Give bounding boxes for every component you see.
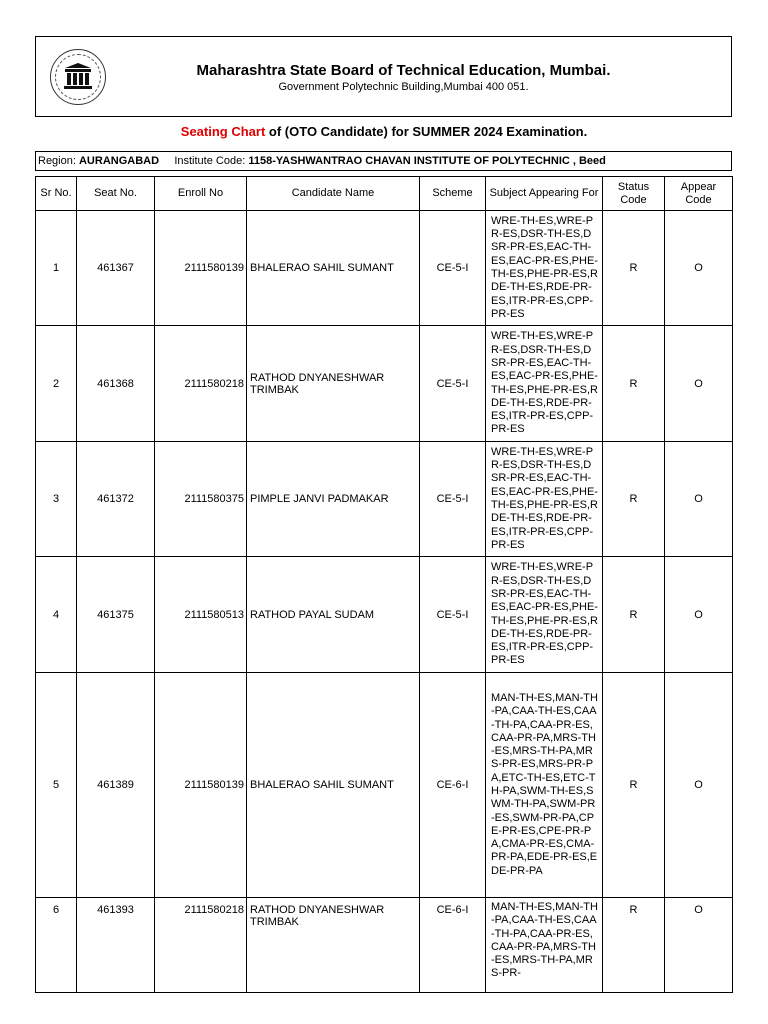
- col-header: Status Code: [603, 177, 665, 211]
- subjects-cell: WRE-TH-ES,WRE-PR-ES,DSR-TH-ES,DSR-PR-ES,EAC-TH-ES,EAC-PR-ES,PHE-TH-ES,PHE-PR-ES,RDE-TH-ES,RDE-PR-ES,ITR-PR-ES,CPP-PR-ES: [486, 211, 603, 326]
- sr-cell: 3: [36, 442, 77, 557]
- col-header: Enroll No: [155, 177, 247, 211]
- region-institute-row: [35, 151, 732, 171]
- name-cell: BHALERAO SAHIL SUMANT: [247, 673, 420, 898]
- seat-cell: 461375: [77, 557, 155, 673]
- subjects-cell: MAN-TH-ES,MAN-TH-PA,CAA-TH-ES,CAA-TH-PA,CAA-PR-ES,CAA-PR-PA,MRS-TH-ES,MRS-TH-PA,MRS-PR-: [486, 898, 603, 993]
- table-row: [36, 898, 733, 993]
- name-cell: RATHOD DNYANESHWAR TRIMBAK: [247, 898, 420, 993]
- scheme-cell: CE-6-I: [420, 898, 486, 993]
- scheme-cell: CE-5-I: [420, 442, 486, 557]
- table-header-row: [36, 177, 733, 211]
- sr-cell: 2: [36, 326, 77, 442]
- institute-value: 1158-YASHWANTRAO CHAVAN INSTITUTE OF POLYTECHNIC , Beed: [248, 155, 606, 167]
- status-cell: R: [603, 211, 665, 326]
- region-label: Region:: [38, 155, 76, 167]
- seat-cell: 461367: [77, 211, 155, 326]
- table-row: [36, 557, 733, 673]
- status-cell: R: [603, 326, 665, 442]
- name-cell: RATHOD PAYAL SUDAM: [247, 557, 420, 673]
- scheme-cell: CE-5-I: [420, 211, 486, 326]
- table-row: [36, 673, 733, 898]
- name-cell: BHALERAO SAHIL SUMANT: [247, 211, 420, 326]
- region-value: AURANGABAD: [78, 155, 160, 167]
- status-cell: R: [603, 898, 665, 993]
- col-header: Subject Appearing For: [486, 177, 603, 211]
- col-header: Candidate Name: [247, 177, 420, 211]
- header-box: [35, 36, 732, 117]
- title-rest: of (OTO Candidate) for SUMMER 2024 Examination.: [265, 124, 588, 139]
- subjects-cell: WRE-TH-ES,WRE-PR-ES,DSR-TH-ES,DSR-PR-ES,EAC-TH-ES,EAC-PR-ES,PHE-TH-ES,PHE-PR-ES,RDE-TH-ES,RDE-PR-ES,ITR-PR-ES,CPP-PR-ES: [486, 326, 603, 442]
- appear-cell: O: [665, 211, 733, 326]
- enroll-cell: 2111580375: [155, 442, 247, 557]
- table-row: [36, 211, 733, 326]
- appear-cell: O: [665, 898, 733, 993]
- enroll-cell: 2111580218: [155, 898, 247, 993]
- board-name: Maharashtra State Board of Technical Education, Mumbai.: [196, 62, 611, 79]
- name-cell: RATHOD DNYANESHWAR TRIMBAK: [247, 326, 420, 442]
- sr-cell: 4: [36, 557, 77, 673]
- seat-cell: 461372: [77, 442, 155, 557]
- enroll-cell: 2111580139: [155, 673, 247, 898]
- appear-cell: O: [665, 442, 733, 557]
- sr-cell: 5: [36, 673, 77, 898]
- scheme-cell: CE-5-I: [420, 557, 486, 673]
- col-header: Seat No.: [77, 177, 155, 211]
- seat-cell: 461389: [77, 673, 155, 898]
- enroll-cell: 2111580139: [155, 211, 247, 326]
- institute-label: Institute Code:: [174, 155, 246, 167]
- status-cell: R: [603, 557, 665, 673]
- page-title: [0, 124, 768, 139]
- seat-cell: 461393: [77, 898, 155, 993]
- seating-table: [35, 176, 733, 993]
- scheme-cell: CE-6-I: [420, 673, 486, 898]
- board-address: Government Polytechnic Building,Mumbai 400 051.: [278, 81, 529, 93]
- name-cell: PIMPLE JANVI PADMAKAR: [247, 442, 420, 557]
- col-header: Appear Code: [665, 177, 733, 211]
- appear-cell: O: [665, 326, 733, 442]
- enroll-cell: 2111580218: [155, 326, 247, 442]
- appear-cell: O: [665, 673, 733, 898]
- table-row: [36, 326, 733, 442]
- subjects-cell: MAN-TH-ES,MAN-TH-PA,CAA-TH-ES,CAA-TH-PA,CAA-PR-ES,CAA-PR-PA,MRS-TH-ES,MRS-TH-PA,MRS-PR-ES,MRS-PR-PA,ETC-TH-ES,ETC-TH-PA,SWM-TH-ES,SWM-TH-PA,SWM-PR-ES,SWM-PR-PA,CPE-PR-ES,CPE-PR-PA,CMA-PR-ES,CMA-PR-PA,EDE-PR-ES,EDE-PR-PA: [486, 673, 603, 898]
- status-cell: R: [603, 442, 665, 557]
- subjects-cell: WRE-TH-ES,WRE-PR-ES,DSR-TH-ES,DSR-PR-ES,EAC-TH-ES,EAC-PR-ES,PHE-TH-ES,PHE-PR-ES,RDE-TH-ES,RDE-PR-ES,ITR-PR-ES,CPP-PR-ES: [486, 442, 603, 557]
- table-row: [36, 442, 733, 557]
- title-highlight: Seating Chart: [180, 124, 266, 139]
- col-header: Scheme: [420, 177, 486, 211]
- scheme-cell: CE-5-I: [420, 326, 486, 442]
- appear-cell: O: [665, 557, 733, 673]
- sr-cell: 6: [36, 898, 77, 993]
- subjects-cell: WRE-TH-ES,WRE-PR-ES,DSR-TH-ES,DSR-PR-ES,EAC-TH-ES,EAC-PR-ES,PHE-TH-ES,PHE-PR-ES,RDE-TH-ES,RDE-PR-ES,ITR-PR-ES,CPP-PR-ES: [486, 557, 603, 673]
- col-header: Sr No.: [36, 177, 77, 211]
- seat-cell: 461368: [77, 326, 155, 442]
- enroll-cell: 2111580513: [155, 557, 247, 673]
- sr-cell: 1: [36, 211, 77, 326]
- status-cell: R: [603, 673, 665, 898]
